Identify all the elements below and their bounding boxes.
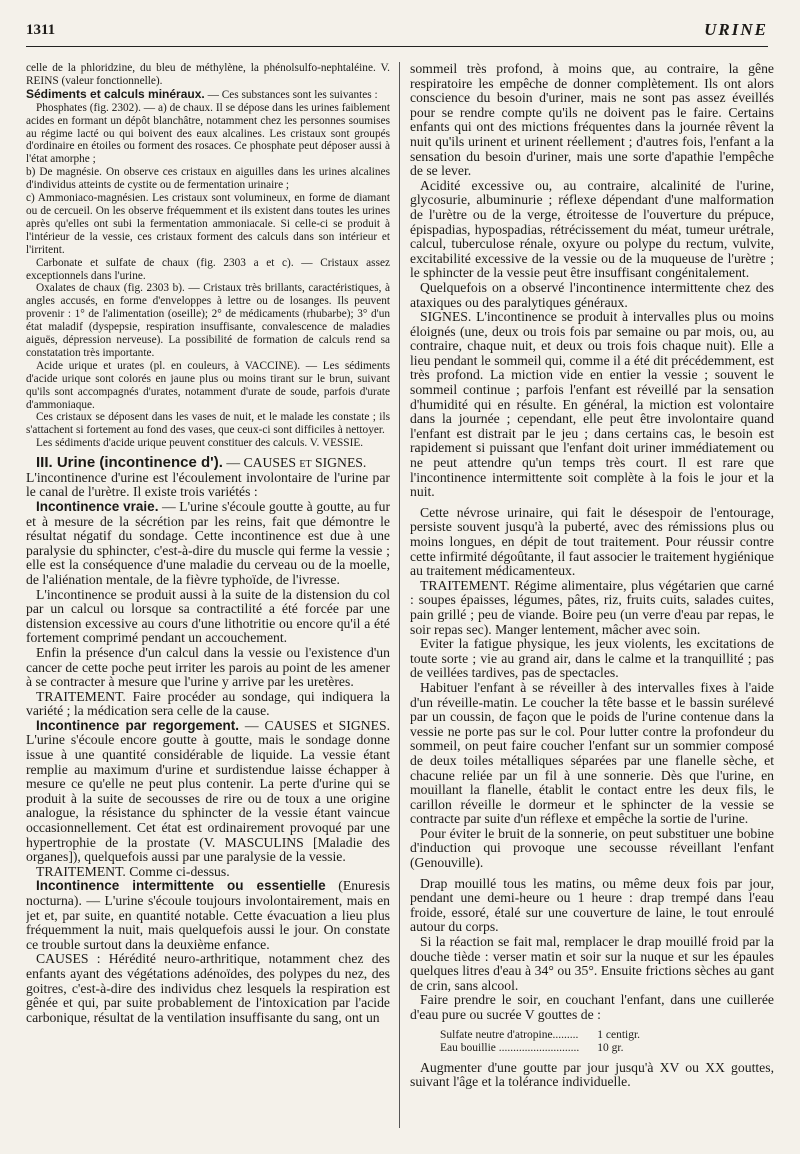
carbonate-paragraph: Carbonate et sulfate de chaux (fig. 2303 a et c). — Cristaux assez exceptionnels dans l'urine. <box>26 256 390 282</box>
signes-paragraph: SIGNES. L'incontinence se produit à intervalles plus ou moins éloignés (une, deux ou trois fois par semaine ou par mois, ou, au contraire, chaque nuit, et deux ou trois fois chaque nuit). Elle a lieu pendant le sommeil qui, comme il a été dit précédemment, est très profond. La miction vide en entier la vessie ; souvent le sommeil continue ; parfois l'enfant est réveillé par la sensation d'humidité qui en résulte. En général, la miction est volontaire dans la journée ; cependant, elle peut être involontaire quand l'enfant est distrait par le jeu ; dans certains cas, le besoin est rapidement si puissant que l'enfant doit uriner immédiatement ou ne peut attendre qu'un temps très court. Il est rare que l'incontinence intermittente soit complète à la fois le jour et la nuit. <box>410 309 774 500</box>
recipe-ingredient: Eau bouillie ............................ <box>440 1041 580 1054</box>
calcul-paragraph: Enfin la présence d'un calcul dans la vessie ou l'existence d'un cancer de cette poche peut irriter les parois au point de les amener à se contracter à mesure que l'urine y arrive par les uretères. <box>26 644 390 690</box>
section-incontinence <box>26 456 390 471</box>
sediments-paragraph <box>26 88 390 102</box>
reaction-paragraph: Si la réaction se fait mal, remplacer le drap mouillé froid par la douche tiède : verser matin et soir sur la nuque et sur les épaules quelques litres d'eau à 34° ou 35°. Ensuite frictions sèches au gant de crin, sans alcool. <box>410 934 774 993</box>
oxalates-paragraph: Oxalates de chaux (fig. 2303 b). — Cristaux très brillants, caractéristiques, à angles accusés, en forme d'enveloppes à lettre ou de losanges. Ils peuvent provenir : 1° de l'alimentation (oseille); 2° de médicaments (rhubarbe); 3° d'un état maladif (dyspepsie, respiration insuffisante, convalescence de maladies aiguës, dépression nerveuse). La possibilité de formation de calculs rend sa constatation très importante. <box>26 282 390 359</box>
augmenter-paragraph: Augmenter d'une goutte par jour jusqu'à XV ou XX gouttes, suivant l'âge et la tolérance individuelle. <box>410 1059 774 1090</box>
sediments-heading: Sédiments et calculs minéraux. <box>26 86 205 101</box>
traitement-paragraph-1: TRAITEMENT. Faire procéder au sondage, qui indiquera la variété ; la médication sera celle de la cause. <box>26 688 390 719</box>
vraie-heading: Incontinence vraie. <box>36 498 159 514</box>
recipe-dose: 1 centigr. <box>597 1028 641 1041</box>
recipe-row <box>440 1029 644 1042</box>
faire-paragraph: Faire prendre le soir, en couchant l'enfant, dans une cuillerée d'eau pure ou sucrée V gouttes de : <box>410 992 774 1022</box>
regorgement-heading: Incontinence par regorgement. <box>36 717 239 733</box>
distension-paragraph: L'incontinence se produit aussi à la suite de la distension du col par un calcul ou lorsque sa contractilité a été forcée par une distension excessive au cours d'une lithotritie ou encore qu'il a été fortement comprimé pendant un accouchement. <box>26 586 390 646</box>
acide-urique-paragraph: Acide urique et urates (pl. en couleurs, à VACCINE). — Les sédiments d'acide urique sont colorés en jaune plus ou moins tirant sur le brun, suivant qu'ils sont accompagnés d'urates, notamment d'urate de soude, parfois d'urate d'ammoniaque. <box>26 359 390 411</box>
page-number: 1311 <box>26 22 56 38</box>
column-divider <box>399 62 400 1128</box>
recipe-row <box>440 1042 644 1055</box>
cristaux-paragraph: Ces cristaux se déposent dans les vases de nuit, et le malade les constate ; ils s'attachent si fortement au fond des vases, que ceux-ci sont difficiles à nettoyer. <box>26 411 390 437</box>
regorgement-text: — CAUSES et SIGNES. L'urine s'écoule encore goutte à goutte, mais le sondage donne issue à une quantité considérable de liquide. La vessie étant remplie au maximum d'urine et surdistendue laisse échapper à mesure ce qu'elle ne peut plus contenir. La perte d'urine qui se produit à la suite de secousses de rire ou de toux a une origine analogue, la résistance du sphincter de la vessie étant vaincue occasionnellement. Cet état est ordinairement provoqué par une hypertrophie de la prostate (V. MASCULINS [Maladie des organes]), quelquefois aussi par une paralysie de la vessie. <box>26 717 390 865</box>
incontinence-definition: L'incontinence d'urine est l'écoulement involontaire de l'urine par le canal de l'urètre. Il existe trois variétés : <box>26 469 390 500</box>
sediments-text: — Ces substances sont les suivantes : <box>204 88 378 101</box>
intermittente-paragraph <box>26 879 390 952</box>
section-lead: — CAUSES et SIGNES. <box>222 455 367 471</box>
running-title: URINE <box>704 20 768 39</box>
recipe-table <box>440 1029 644 1055</box>
traitement-paragraph-2: TRAITEMENT. Comme ci-dessus. <box>36 863 230 879</box>
section-title: III. Urine (incontinence d'). <box>36 454 223 472</box>
regorgement-paragraph <box>26 719 390 865</box>
phosphates-paragraph: Phosphates (fig. 2302). — a) de chaux. Il se dépose dans les urines faiblement acides en formant un dépôt blanchâtre, notamment chez les personnes soumises au régime lacté ou qui boivent des eaux alcalines. Les cristaux sont groupés d'ordinaire en étoiles ou forment des rosaces. Ce phosphate peut déposer aussi à l'état amorphe ; <box>26 101 390 166</box>
causes-paragraph: CAUSES : Hérédité neuro-arthritique, notamment chez des enfants ayant des végétations adénoïdes, des polypes du nez, des goitres, c'est-à-dire des individus chez lesquels la respiration est gênée et qui, par suite probablement de l'intoxication par l'acide carbonique, résultat de la ventilation insuffisante du sang, ont un <box>26 951 390 1025</box>
drap-paragraph: Drap mouillé tous les matins, ou même deux fois par jour, pendant une demi-heure ou 1 heure : drap trempé dans l'eau froide, essoré, étalé sur une couverture de laine, le tout enroulé autour du corps. <box>410 875 774 935</box>
recipe-ingredient: Sulfate neutre d'atropine......... <box>440 1028 579 1041</box>
eviter-paragraph: Eviter la fatigue physique, les jeux violents, les excitations de toute sorte ; vie au grand air, dans le calme et la tranquillité ; pas de veillées tardives, pas de spectacles. <box>410 636 774 681</box>
acidite-paragraph: Acidité excessive ou, au contraire, alcalinité de l'urine, glycosurie, albuminurie ; réflexe dépendant d'une malformation de l'urètre ou de la verge, étroitesse de l'ouverture du prépuce, épispadias, hypospadias, rétrécissement du méat, tumeur urétrale, calcul, tuberculose rénale, oxyure ou polype du rectum, vulvite, excitabilité excessive de la vessie ou de la muqueuse de l'urètre ; le sphincter de la vessie peut être insuffisant congénitalement. <box>410 177 774 281</box>
ammoniaco-paragraph: c) Ammoniaco-magnésien. Les cristaux sont volumineux, en forme de diamant ou de cercueil. On les observe fréquemment et ils existent dans toutes les urines après qu'elles ont subi la fermentation ammoniacale. Si celle-ci se produit à l'intérieur de la vessie, ces cristaux forment des calculs dans son intérieur et l'irritent. <box>26 192 390 256</box>
nevrose-paragraph: Cette névrose urinaire, qui fait le désespoir de l'entourage, persiste souvent jusqu'à la puberté, avec des rémissions plus ou moins longues, en dépit de tout traitement. Pour réussir contre cette infirmité dégoûtante, il faut associer le traitement hygiénique au traitement médicamenteux. <box>410 504 774 579</box>
bruit-paragraph: Pour éviter le bruit de la sonnerie, on peut substituer une bobine d'induction qui provoque une secousse réveillant l'enfant (Genouville). <box>410 825 774 871</box>
magnesie-paragraph: b) De magnésie. On observe ces cristaux en aiguilles dans les urines alcalines d'individus atteints de cystite ou de fermentation urinaire ; <box>26 166 390 192</box>
intro-paragraph: celle de la phloridzine, du bleu de méthylène, la phénolsulfo-nephtaléine. V. REINS (valeur fonctionnelle). <box>26 62 390 87</box>
vraie-paragraph <box>26 500 390 588</box>
intermittente-heading: Incontinence intermittente ou essentielle <box>36 878 326 894</box>
habituer-paragraph: Habituer l'enfant à se réveiller à des intervalles fixes à l'aide d'un réveille-matin. Le coucher la tête basse et le bassin surélevé par un coussin, de façon que le poids de l'urine contenue dans la vessie ne porte pas sur le col. Pour lutter contre la profondeur du sommeil, on peut faire coucher l'enfant sur un sommier composé de deux toiles métalliques séparées par une flanelle sèche, et chacune reliée par un fil à une sonnerie. Dès que l'urine, en mouillant la flanelle, établit le contact entre les deux fils, le carillon réveille le dormeur et le sphincter de la vessie se contracte par suite d'un réflexe et empêche la sortie de l'urine. <box>410 679 774 827</box>
right-column <box>410 62 774 1142</box>
intermittente-text: (Enuresis nocturna). — L'urine s'écoule toujours involontairement, mais en jet et, par suite, en quantité notable. Cette évacuation a lieu plus fréquemment la nuit, mais quelquefois aussi le jour. On constate ce trouble surtout dans la deuxième enfance. <box>26 878 390 952</box>
page-header <box>26 20 768 47</box>
ataxiques-paragraph: Quelquefois on a observé l'incontinence intermittente chez des ataxiques ou des paralytiques généraux. <box>410 279 774 310</box>
vraie-text: — L'urine s'écoule goutte à goutte, au fur et à mesure de la sécrétion par les reins, fait que démontre le résultat négatif du sondage. Cette incontinence est due à une paralysie du sphincter, c'est-à-dire du muscle qui ferme la vessie ; elle est la conséquence d'une maladie du cerveau ou de la moelle, de l'aliénation mentale, de la fièvre typhoïde, de l'ivresse. <box>26 498 390 587</box>
recipe-dose: 10 gr. <box>597 1041 624 1054</box>
traitement-paragraph: TRAITEMENT. Régime alimentaire, plus végétarien que carné : soupes épaisses, légumes, pâtes, riz, fruits cuits, salades cuites, pain grillé ; peu de viande. Boire peu (un verre d'eau par repas, le soir repas sec). Manger lentement, mâcher avec soin. <box>410 577 774 637</box>
sommeil-paragraph: sommeil très profond, à moins que, au contraire, la gêne respiratoire les empêche de donner complètement. Ils ont alors conscience du besoin d'uriner, mais ne sont pas assez éveillés pour se rendre compte qu'ils ne doivent pas le faire. Certains enfants qui ont des mictions fréquentes dans la journée rêvent la nuit qu'ils urinent et urinent réellement ; d'autres fois, l'enfant a la sensation du besoin d'uriner, mais une sorte d'apathie l'empêche de se lever. <box>410 62 774 179</box>
sediments-calculs-paragraph: Les sédiments d'acide urique peuvent constituer des calculs. V. VESSIE. <box>36 437 364 450</box>
left-column <box>26 62 390 1142</box>
